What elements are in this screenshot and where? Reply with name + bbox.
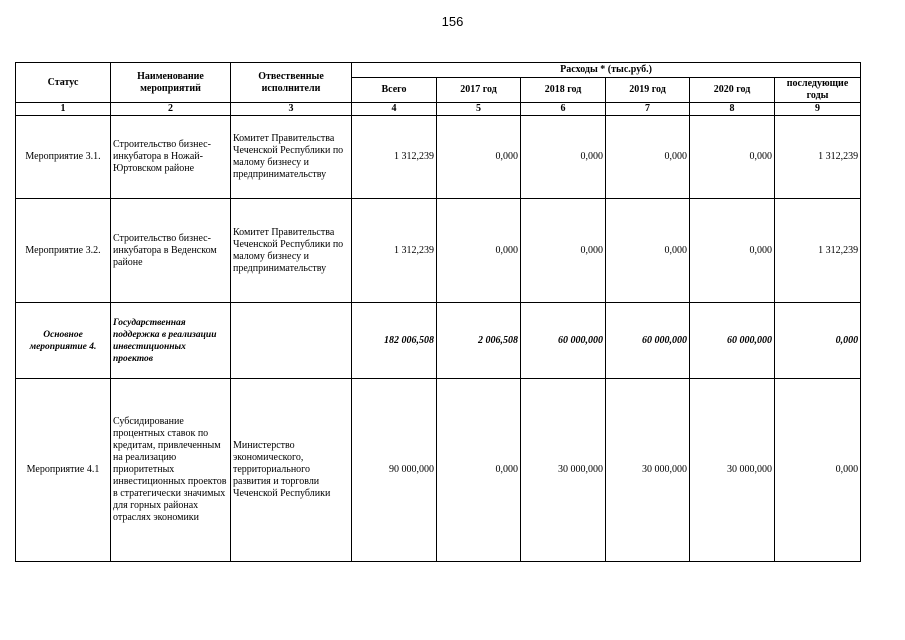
row-executor: Комитет Правительства Чеченской Республики по малому бизнесу и предпринимательству <box>231 116 352 199</box>
column-number-row <box>16 103 861 116</box>
row-later: 1 312,239 <box>775 116 861 199</box>
row-name: Строительство бизнес-инкубатора в Ножай-Юртовском районе <box>111 116 231 199</box>
header-name: Наименование мероприятий <box>111 63 231 103</box>
row-status: Основное мероприятие 4. <box>16 303 111 379</box>
column-number: 7 <box>606 103 690 116</box>
row-2017: 0,000 <box>437 379 521 562</box>
column-number: 9 <box>775 103 861 116</box>
header-2018: 2018 год <box>521 78 606 103</box>
row-2020: 0,000 <box>690 199 775 303</box>
column-number: 1 <box>16 103 111 116</box>
row-2017: 0,000 <box>437 116 521 199</box>
table-row <box>16 199 861 303</box>
header-2019: 2019 год <box>606 78 690 103</box>
row-status: Мероприятие 3.2. <box>16 199 111 303</box>
column-number: 2 <box>111 103 231 116</box>
row-2019: 60 000,000 <box>606 303 690 379</box>
row-2020: 60 000,000 <box>690 303 775 379</box>
row-name: Субсидирование процентных ставок по кредитам, привлеченным на реализацию приоритетных инвестиционных проектов в стратегически значимых для горных районах отраслях экономики <box>111 379 231 562</box>
row-status: Мероприятие 4.1 <box>16 379 111 562</box>
row-later: 1 312,239 <box>775 199 861 303</box>
table-row <box>16 116 861 199</box>
column-number: 5 <box>437 103 521 116</box>
header-2020: 2020 год <box>690 78 775 103</box>
row-name: Строительство бизнес-инкубатора в Веденском районе <box>111 199 231 303</box>
header-2017: 2017 год <box>437 78 521 103</box>
column-number: 4 <box>352 103 437 116</box>
table-row-main-activity <box>16 303 861 379</box>
row-executor <box>231 303 352 379</box>
row-2020: 30 000,000 <box>690 379 775 562</box>
row-name: Государственная поддержка в реализации инвестиционных проектов <box>111 303 231 379</box>
row-2018: 60 000,000 <box>521 303 606 379</box>
row-total: 90 000,000 <box>352 379 437 562</box>
row-total: 1 312,239 <box>352 199 437 303</box>
header-executors: Отвественные исполнители <box>231 63 352 103</box>
row-2017: 0,000 <box>437 199 521 303</box>
row-2018: 0,000 <box>521 199 606 303</box>
row-total: 182 006,508 <box>352 303 437 379</box>
row-later: 0,000 <box>775 303 861 379</box>
column-number: 6 <box>521 103 606 116</box>
column-number: 8 <box>690 103 775 116</box>
row-2020: 0,000 <box>690 116 775 199</box>
row-later: 0,000 <box>775 379 861 562</box>
table-row <box>16 379 861 562</box>
row-2017: 2 006,508 <box>437 303 521 379</box>
budget-table <box>15 62 861 562</box>
row-total: 1 312,239 <box>352 116 437 199</box>
row-status: Мероприятие 3.1. <box>16 116 111 199</box>
row-2019: 30 000,000 <box>606 379 690 562</box>
header-expenses: Расходы * (тыс.руб.) <box>352 63 861 78</box>
page-number: 156 <box>441 14 464 29</box>
row-2018: 30 000,000 <box>521 379 606 562</box>
header-status: Статус <box>16 63 111 103</box>
row-2018: 0,000 <box>521 116 606 199</box>
column-number: 3 <box>231 103 352 116</box>
header-total: Всего <box>352 78 437 103</box>
row-2019: 0,000 <box>606 116 690 199</box>
header-later-years: последующие годы <box>775 78 861 103</box>
row-executor: Комитет Правительства Чеченской Республики по малому бизнесу и предпринимательству <box>231 199 352 303</box>
row-2019: 0,000 <box>606 199 690 303</box>
row-executor: Министерство экономического, территориального развития и торговли Чеченской Республики <box>231 379 352 562</box>
